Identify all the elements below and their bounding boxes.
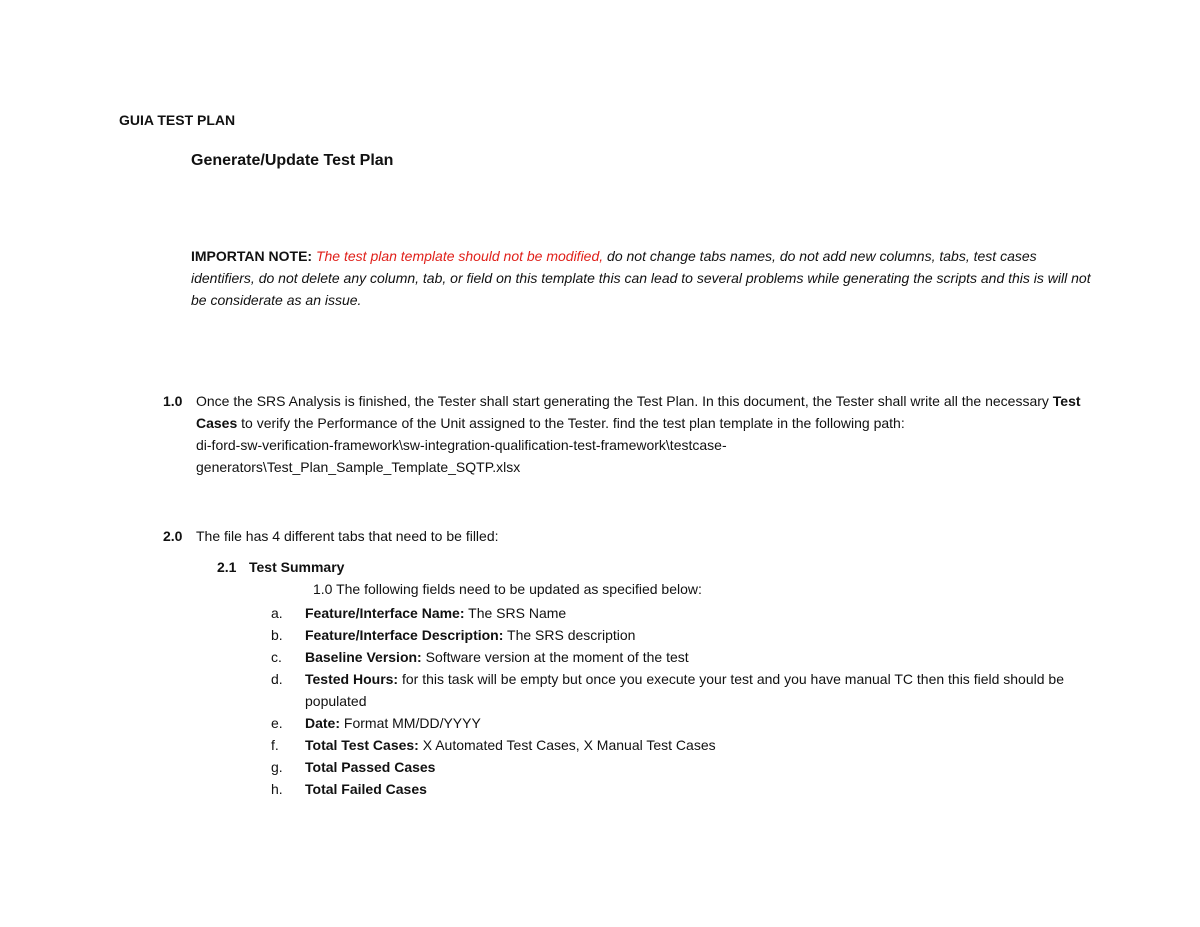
field-description: The SRS Name — [468, 605, 567, 621]
field-item — [271, 668, 1071, 712]
list-letter: g. — [271, 759, 283, 775]
section-1-text: Once the SRS Analysis is finished, the Tester shall start generating the Test Plan. In this document, the Tester shall write all the necessary — [196, 393, 1049, 409]
note-label: IMPORTAN NOTE: — [191, 248, 313, 264]
note-warning: The test plan template should not be modified, — [315, 248, 604, 264]
section-1-body — [196, 390, 1096, 478]
field-label: Baseline Version: — [305, 649, 422, 665]
important-note — [191, 245, 1091, 311]
fields-list — [271, 602, 1071, 800]
subsection-title: Test Summary — [249, 559, 345, 575]
list-letter: h. — [271, 781, 283, 797]
field-description: for this task will be empty but once you execute your test and you have manual TC then this field should be populated — [305, 671, 1064, 709]
field-item — [271, 734, 1071, 756]
field-description: The SRS description — [507, 627, 636, 643]
field-label: Total Passed Cases — [305, 759, 436, 775]
field-label: Feature/Interface Name: — [305, 605, 465, 621]
field-item — [271, 712, 1071, 734]
field-item — [271, 602, 1071, 624]
field-label: Feature/Interface Description: — [305, 627, 504, 643]
field-label: Tested Hours: — [305, 671, 399, 687]
subsection-2-1 — [217, 559, 344, 575]
section-2-number: 2.0 — [163, 528, 183, 544]
field-description: Format MM/DD/YYYY — [343, 715, 481, 731]
fields-intro: 1.0 The following fields need to be updated as specified below: — [313, 581, 702, 597]
template-path-line-2: generators\Test_Plan_Sample_Template_SQTP.xlsx — [196, 459, 521, 475]
field-description: Software version at the moment of the test — [425, 649, 689, 665]
section-heading: Generate/Update Test Plan — [191, 152, 394, 169]
template-path-line-1: di-ford-sw-verification-framework\sw-integration-qualification-test-framework\testcase- — [196, 437, 727, 453]
field-item — [271, 624, 1071, 646]
section-1-bold-term: Test Cases — [196, 393, 1081, 431]
list-letter: c. — [271, 649, 282, 665]
field-item — [271, 756, 1071, 778]
field-label: Date: — [305, 715, 341, 731]
note-text: do not change tabs names, do not add new columns, tabs, test cases identifiers, do not delete any column, tab, or field on this template this can lead to several problems while generating the scripts and this is will not be considerate as an issue. — [191, 248, 1091, 308]
field-description: X Automated Test Cases, X Manual Test Cases — [422, 737, 716, 753]
list-letter: b. — [271, 627, 283, 643]
subsection-number: 2.1 — [217, 559, 237, 575]
section-1-text-cont: to verify the Performance of the Unit assigned to the Tester. find the test plan template in the following path: — [241, 415, 905, 431]
field-item — [271, 778, 1071, 800]
list-letter: f. — [271, 737, 279, 753]
list-letter: d. — [271, 671, 283, 687]
field-label: Total Test Cases: — [305, 737, 419, 753]
section-2-text: The file has 4 different tabs that need to be filled: — [196, 528, 499, 544]
field-item — [271, 646, 1071, 668]
field-label: Total Failed Cases — [305, 781, 427, 797]
document-title: GUIA TEST PLAN — [119, 112, 236, 128]
list-letter: a. — [271, 605, 283, 621]
section-1-number: 1.0 — [163, 393, 183, 409]
list-letter: e. — [271, 715, 283, 731]
